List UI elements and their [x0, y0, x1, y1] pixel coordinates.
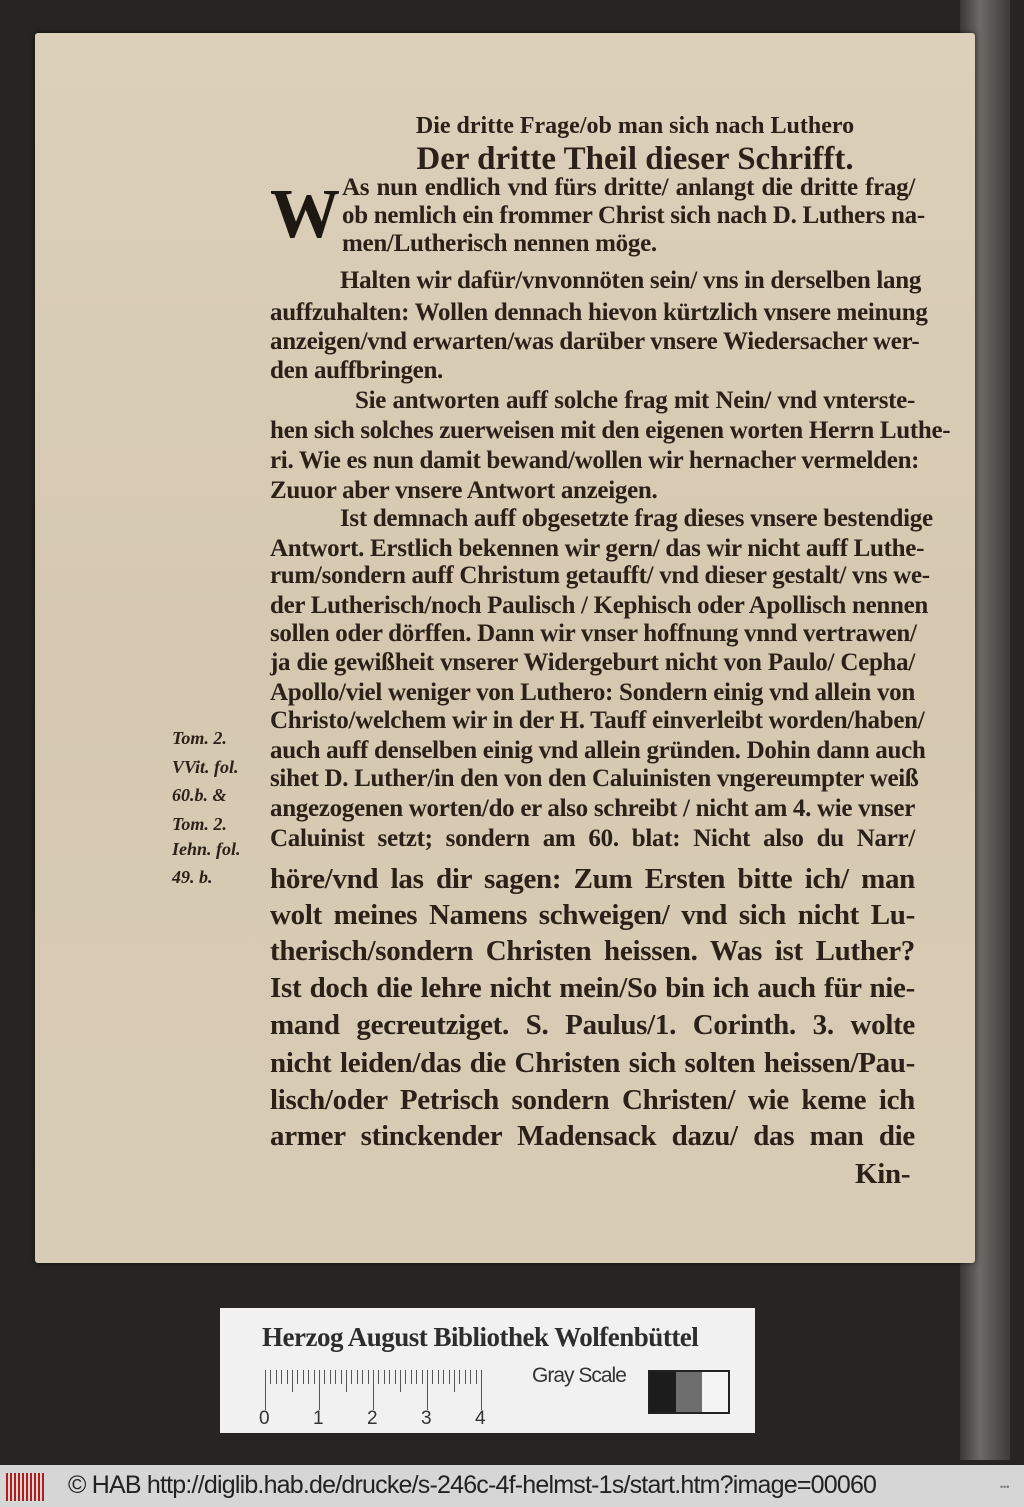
ruler-number: 0: [259, 1408, 270, 1429]
ruler-tick: [303, 1370, 304, 1384]
section-title: Der dritte Theil dieser Schrifft.: [416, 141, 854, 177]
ruler: [265, 1370, 485, 1410]
ruler-number: 2: [367, 1408, 378, 1429]
gray-scale-swatches: [648, 1370, 730, 1414]
text-line: Ist doch die lehre nicht mein/So bin ich auch für nie-: [270, 972, 915, 1004]
margin-note: 49. b.: [172, 867, 213, 887]
ruler-tick: [292, 1370, 293, 1392]
text-line: auffzuhalten: Wollen dennach hievon kürtzlich vnsere meinung: [270, 299, 928, 326]
ruler-tick: [314, 1370, 315, 1384]
ruler-tick: [346, 1370, 347, 1392]
ruler-tick: [411, 1370, 412, 1384]
ruler-tick: [357, 1370, 358, 1384]
ruler-number: 4: [475, 1408, 486, 1429]
text-line: sollen oder dörffen. Dann wir vnser hoffnung vnnd vertrawen/: [270, 620, 917, 647]
hab-logo-icon: [6, 1473, 44, 1501]
ruler-tick: [459, 1370, 460, 1384]
text-line: wolt meines Namens schweigen/ vnd sich nicht Lu-: [270, 899, 915, 931]
more-icon[interactable]: •••: [1000, 1482, 1010, 1492]
ruler-tick: [416, 1370, 417, 1384]
swatch-white: [702, 1372, 728, 1412]
text-line: Christo/welchem wir in der H. Tauff einverleibt worden/haben/: [270, 707, 925, 734]
swatch-black: [650, 1372, 676, 1412]
text-line: ja die gewißheit vnserer Widergeburt nicht von Paulo/ Cepha/: [270, 649, 915, 676]
ruler-tick: [373, 1370, 374, 1410]
text-line: nicht leiden/das die Christen sich solten heissen/Pau-: [270, 1047, 915, 1079]
ruler-tick: [443, 1370, 444, 1384]
ruler-tick: [319, 1370, 320, 1410]
scale-card: [220, 1308, 755, 1433]
footer-bar: [0, 1465, 1024, 1507]
ruler-tick: [368, 1370, 369, 1384]
text-line: armer stinckender Madensack dazu/ das man die: [270, 1120, 915, 1152]
text-line: rum/sondern auff Christum getaufft/ vnd dieser gestalt/ vns we-: [270, 562, 930, 589]
margin-note: Tom. 2.: [172, 814, 227, 834]
ruler-tick: [432, 1370, 433, 1384]
text-line: lisch/oder Petrisch sondern Christen/ wie keme ich: [270, 1084, 915, 1116]
text-line: Halten wir dafür/vnvonnöten sein/ vns in derselben lang: [340, 267, 922, 294]
text-line: mand gecreutziget. S. Paulus/1. Corinth. 3. wolte: [270, 1009, 915, 1041]
ruler-tick: [438, 1370, 439, 1384]
ruler-tick: [265, 1370, 266, 1410]
text-line: Sie antworten auff solche frag mit Nein/ vnd vnterste-: [355, 387, 915, 414]
text-line: hen sich solches zuerweisen mit den eigenen worten Herrn Luthe-: [270, 417, 951, 444]
ruler-tick: [395, 1370, 396, 1384]
text-line: As nun endlich vnd fürs dritte/ anlangt die dritte frag/: [342, 174, 915, 201]
ruler-tick: [476, 1370, 477, 1384]
ruler-tick: [335, 1370, 336, 1384]
text-line: men/Lutherisch nennen möge.: [342, 230, 657, 257]
ruler-tick: [270, 1370, 271, 1384]
ruler-tick: [449, 1370, 450, 1384]
drop-cap: W: [270, 176, 340, 253]
catchword: Kin-: [855, 1158, 911, 1190]
text-line: ri. Wie es nun damit bewand/wollen wir hernacher vermelden:: [270, 447, 920, 474]
ruler-tick: [276, 1370, 277, 1384]
margin-note: Iehn. fol.: [172, 839, 241, 859]
text-line: Ist demnach auff obgesetzte frag dieses vnsere bestendige: [340, 505, 933, 532]
text-line: Antwort. Erstlich bekennen wir gern/ das wir nicht auff Luthe-: [270, 535, 925, 562]
ruler-tick: [330, 1370, 331, 1384]
gray-scale-label: Gray Scale: [532, 1364, 626, 1387]
margin-note: 60.b. &: [172, 785, 227, 805]
ruler-tick: [324, 1370, 325, 1384]
ruler-tick: [281, 1370, 282, 1384]
ruler-tick: [465, 1370, 466, 1384]
text-line: Zuuor aber vnsere Antwort anzeigen.: [270, 477, 658, 504]
text-line: angezogenen worten/do er also schreibt / nicht am 4. wie vnser: [270, 795, 915, 822]
text-line: den auffbringen.: [270, 357, 444, 384]
text-line: Apollo/viel weniger von Luthero: Sondern einig vnd allein von: [270, 679, 915, 706]
ruler-number: 3: [421, 1408, 432, 1429]
ruler-tick: [378, 1370, 379, 1384]
ruler-tick: [384, 1370, 385, 1384]
ruler-tick: [400, 1370, 401, 1392]
text-line: der Lutherisch/noch Paulisch / Kephisch oder Apollisch nennen: [270, 592, 928, 619]
ruler-tick: [287, 1370, 288, 1384]
library-name: Herzog August Bibliothek Wolfenbüttel: [262, 1322, 699, 1352]
ruler-tick: [351, 1370, 352, 1384]
ruler-tick: [389, 1370, 390, 1384]
swatch-gray: [676, 1372, 702, 1412]
ruler-tick: [405, 1370, 406, 1384]
ruler-number: 1: [313, 1408, 324, 1429]
text-line: ob nemlich ein frommer Christ sich nach D. Luthers na-: [342, 202, 925, 229]
ruler-tick: [427, 1370, 428, 1410]
ruler-tick: [422, 1370, 423, 1384]
text-line: sihet D. Luther/in den von den Caluinisten vngereumpter weiß: [270, 765, 919, 792]
ruler-tick: [362, 1370, 363, 1384]
margin-note: Tom. 2.: [172, 728, 227, 748]
credit-link[interactable]: © HAB http://diglib.hab.de/drucke/s-246c-4f-helmst-1s/start.htm?image=00060: [68, 1471, 877, 1499]
text-line: höre/vnd las dir sagen: Zum Ersten bitte ich/ man: [270, 863, 915, 895]
book-page: [35, 33, 975, 1263]
ruler-tick: [481, 1370, 482, 1410]
margin-note: VVit. fol.: [172, 757, 239, 777]
text-line: Caluinist setzt; sondern am 60. blat: Nicht also du Narr/: [270, 825, 915, 852]
text-line: anzeigen/vnd erwarten/was darüber vnsere Wiedersacher wer-: [270, 328, 920, 355]
text-line: auch auff denselben einig vnd allein gründen. Dohin dann auch: [270, 737, 926, 764]
ruler-tick: [308, 1370, 309, 1384]
text-line: therisch/sondern Christen heissen. Was ist Luther?: [270, 935, 915, 967]
ruler-tick: [470, 1370, 471, 1384]
ruler-tick: [341, 1370, 342, 1384]
running-head: Die dritte Frage/ob man sich nach Luthero: [415, 113, 855, 139]
ruler-tick: [454, 1370, 455, 1392]
ruler-tick: [297, 1370, 298, 1384]
